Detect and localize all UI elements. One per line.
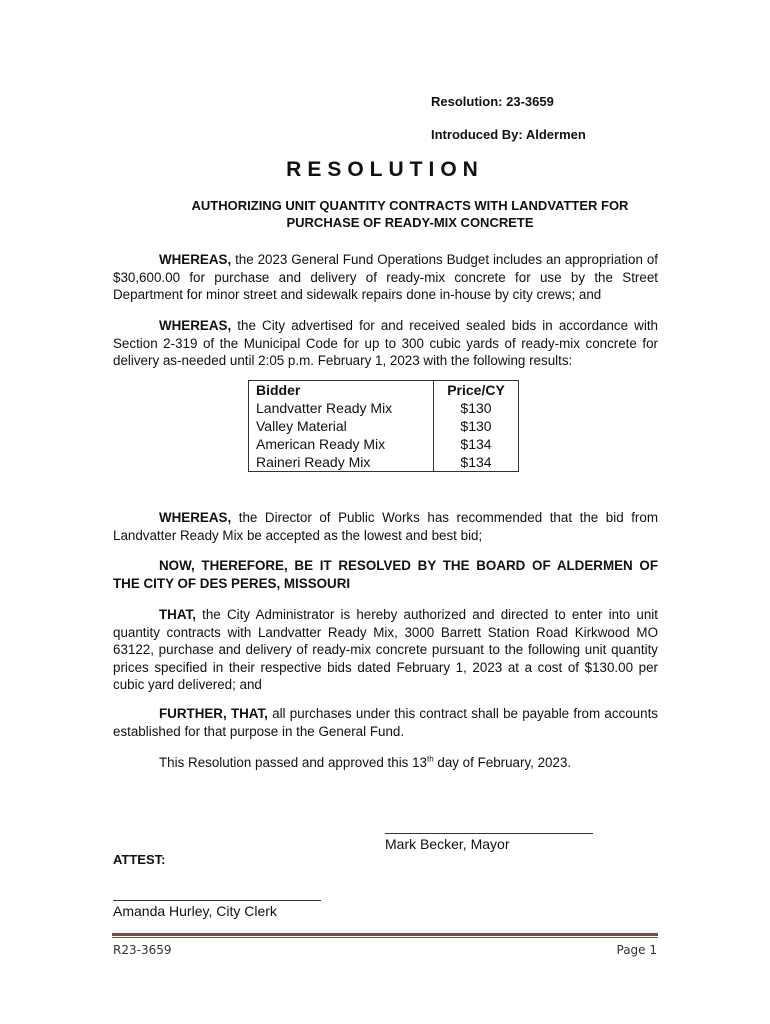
document-title: RESOLUTION (286, 158, 484, 181)
clerk-signature-line (113, 900, 321, 901)
bids-table-header (249, 381, 519, 400)
column-header-price: Price/CY (434, 381, 519, 400)
further-lead: FURTHER, THAT, (159, 706, 268, 721)
resolved-paragraph (113, 557, 658, 592)
whereas-paragraph-2 (113, 317, 658, 370)
mayor-signature-line (385, 833, 593, 834)
whereas-lead: WHEREAS, (159, 318, 232, 333)
that-lead: THAT, (159, 607, 196, 622)
bidder-cell: Valley Material (249, 417, 434, 435)
footer-doc-id: R23-3659 (113, 943, 172, 957)
table-row (249, 453, 519, 472)
paragraph-text: the Director of Public Works has recommended that the bid from Landvatter Ready Mix be accepted as the lowest and best bid; (113, 510, 658, 543)
document-subtitle (160, 197, 660, 231)
price-cell: $134 (434, 453, 519, 472)
approval-text-before: This Resolution passed and approved this 13 (159, 755, 427, 770)
table-row (249, 399, 519, 417)
clerk-name: Amanda Hurley, City Clerk (113, 903, 277, 919)
bidder-cell: Raineri Ready Mix (249, 453, 434, 472)
footer-rule-thick (112, 933, 658, 936)
further-paragraph (113, 705, 658, 740)
approval-text-after: day of February, 2023. (433, 755, 572, 770)
whereas-lead: WHEREAS, (159, 252, 232, 267)
that-paragraph (113, 606, 658, 694)
whereas-paragraph-3 (113, 509, 658, 544)
paragraph-text: the City Administrator is hereby authorized and directed to enter into unit quantity contracts with Landvatter Ready Mix, 3000 Barrett Station Road Kirkwood MO 63122, purchase and delivery of ready-mix concrete pursuant to the following unit quantity prices specified in their respective bids dated February 1, 2023 at a cost of $130.00 per cubic yard delivered; and (113, 607, 658, 692)
paragraph-text: NOW, THEREFORE, BE IT RESOLVED BY THE BOARD OF ALDERMEN OF THE CITY OF DES PERES, MISSOURI (113, 558, 658, 591)
price-cell: $130 (434, 399, 519, 417)
bidder-cell: Landvatter Ready Mix (249, 399, 434, 417)
paragraph-text: the 2023 General Fund Operations Budget includes an appropriation of $30,600.00 for purchase and delivery of ready-mix concrete for use by the Street Department for minor street and sidewalk repairs done in-house by city crews; and (113, 252, 658, 302)
approval-paragraph (113, 754, 658, 772)
table-row (249, 435, 519, 453)
footer-rule-thin (112, 937, 658, 938)
table-row (249, 417, 519, 435)
paragraph-text: the City advertised for and received sealed bids in accordance with Section 2-319 of the Municipal Code for up to 300 cubic yards of ready-mix concrete for delivery as-needed until 2:05 p.m. February 1, 2023 with the following results: (113, 318, 658, 368)
footer-page-number: Page 1 (616, 943, 657, 957)
bids-table (248, 380, 519, 472)
bidder-cell: American Ready Mix (249, 435, 434, 453)
subtitle-line-1: AUTHORIZING UNIT QUANTITY CONTRACTS WITH LANDVATTER FOR (191, 198, 629, 213)
whereas-lead: WHEREAS, (159, 510, 232, 525)
paragraph-text: all purchases under this contract shall be payable from accounts established for that purpose in the General Fund. (113, 706, 658, 739)
ordinal-suffix: th (426, 754, 434, 764)
price-cell: $130 (434, 417, 519, 435)
introduced-by: Introduced By: Aldermen (431, 127, 586, 142)
mayor-name: Mark Becker, Mayor (385, 836, 510, 852)
attest-label: ATTEST: (113, 852, 166, 867)
price-cell: $134 (434, 435, 519, 453)
column-header-bidder: Bidder (249, 381, 434, 400)
subtitle-line-2: PURCHASE OF READY-MIX CONCRETE (286, 215, 534, 230)
resolution-number: Resolution: 23-3659 (431, 94, 554, 109)
whereas-paragraph-1 (113, 251, 658, 304)
